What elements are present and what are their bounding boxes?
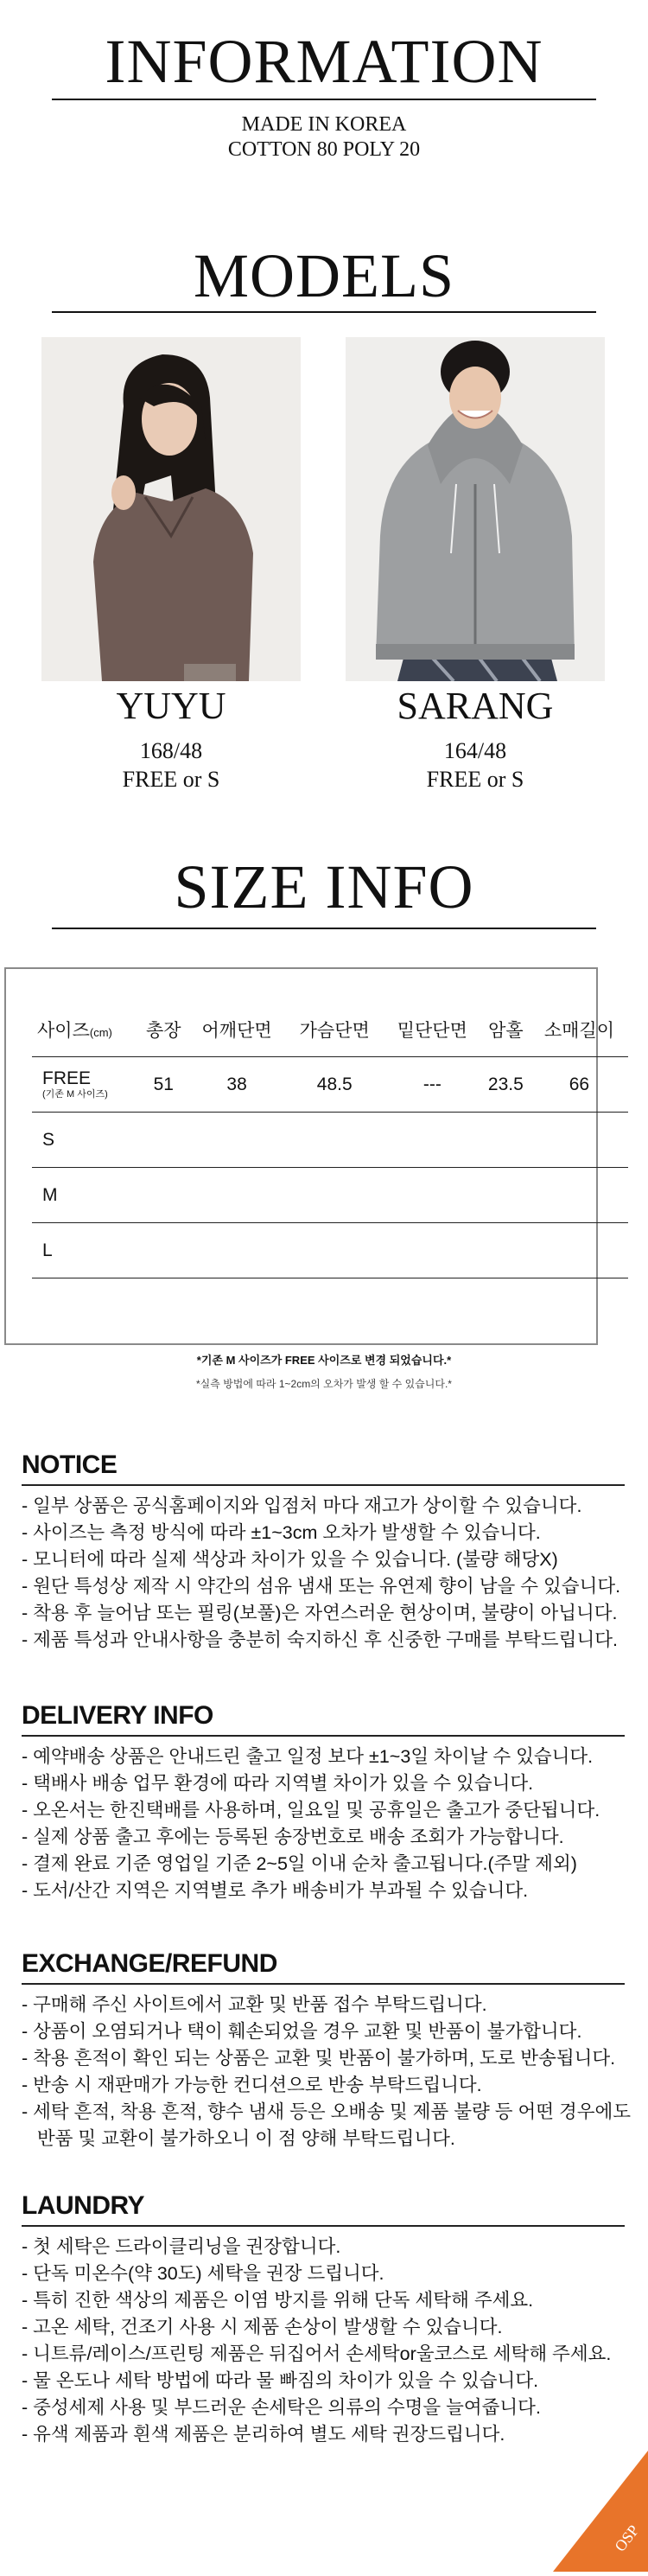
list-item: - 예약배송 상품은 안내드린 출고 일정 보다 ±1~3일 차이날 수 있습니다. — [22, 1746, 594, 1767]
size-label: FREE (기존 M 사이즈) — [32, 1057, 139, 1113]
size-note-measure: *실측 방법에 따라 1~2cm의 오차가 발생 할 수 있습니다.* — [196, 1378, 452, 1390]
size-cell: 51 — [139, 1057, 188, 1113]
size-table-header-row — [32, 1002, 628, 1057]
corner-logo — [553, 2451, 648, 2572]
size-header-chest: 가슴단면 — [299, 1020, 370, 1041]
exchange-rule — [22, 1983, 625, 1985]
list-item: - 착용 흔적이 확인 되는 상품은 교환 및 반품이 불가하며, 도로 반송됩니다. — [22, 2048, 616, 2069]
list-item: - 구매해 주신 사이트에서 교환 및 반품 접수 부탁드립니다. — [22, 1994, 487, 2015]
list-item: - 중성세제 사용 및 부드러운 손세탁은 의류의 수명을 늘여줍니다. — [22, 2397, 541, 2418]
list-item: - 오온서는 한진택배를 사용하며, 일요일 및 공휴일은 출고가 중단됩니다. — [22, 1800, 600, 1820]
exchange-title: EXCHANGE/REFUND — [22, 1949, 277, 1978]
notice-title: NOTICE — [22, 1451, 118, 1479]
size-table — [32, 1002, 628, 1278]
size-label: S — [32, 1113, 139, 1168]
notice-rule — [22, 1484, 625, 1486]
list-item: - 특히 진한 색상의 제품은 이염 방지를 위해 단독 세탁해 주세요. — [22, 2290, 534, 2311]
size-cell: 23.5 — [481, 1057, 530, 1113]
list-item: - 물 온도나 세탁 방법에 따라 물 빠짐의 차이가 있을 수 있습니다. — [22, 2370, 539, 2391]
model-name-yuyu: YUYU — [116, 685, 226, 727]
model-name-sarang: SARANG — [397, 685, 554, 727]
list-item: 반품 및 교환이 불가하오니 이 점 양해 부탁드립니다. — [22, 2128, 455, 2149]
size-header-size: 사이즈(cm) — [37, 1020, 112, 1041]
list-item: - 단독 미온수(약 30도) 세탁을 권장 드립니다. — [22, 2263, 384, 2284]
size-info-title: SIZE INFO — [174, 852, 474, 921]
list-item: - 실제 상품 출고 후에는 등록된 송장번호로 배송 조회가 가능합니다. — [22, 1827, 564, 1847]
information-title: INFORMATION — [105, 27, 543, 96]
list-item: - 첫 세탁은 드라이클리닝을 권장합니다. — [22, 2236, 341, 2257]
list-item: - 원단 특성상 제작 시 약간의 섬유 냄새 또는 유연제 향이 남을 수 있습니다. — [22, 1576, 621, 1597]
size-info-rule — [52, 928, 596, 929]
list-item: - 모니터에 따라 실제 색상과 차이가 있을 수 있습니다. (불량 해당X) — [22, 1549, 558, 1570]
list-item: - 세탁 흔적, 착용 흔적, 향수 냄새 등은 오배송 및 제품 불량 등 어떤 경우에도 — [22, 2101, 632, 2122]
size-header-armhole: 암홀 — [488, 1020, 524, 1041]
notice-list — [22, 1493, 635, 1654]
list-item: - 반송 시 재판매가 가능한 컨디션으로 반송 부탁드립니다. — [22, 2075, 482, 2095]
model-card-sarang — [346, 337, 605, 794]
exchange-list — [22, 1992, 635, 2152]
list-item: - 제품 특성과 안내사항을 충분히 숙지하신 후 신중한 구매를 부탁드립니다. — [22, 1629, 618, 1650]
size-cell: 66 — [530, 1057, 628, 1113]
table-row — [32, 1113, 628, 1168]
size-table-box — [4, 967, 614, 1345]
svg-text:OSP: OSP — [611, 2522, 643, 2555]
model-photo-sarang — [346, 337, 605, 681]
size-cell: --- — [384, 1057, 481, 1113]
size-header-shoulder: 어깨단면 — [201, 1020, 272, 1041]
list-item: - 니트류/레이스/프린팅 제품은 뒤집어서 손세탁or울코스로 세탁해 주세요. — [22, 2343, 612, 2364]
models-rule — [52, 311, 596, 313]
information-rule — [52, 99, 596, 100]
table-row — [32, 1168, 628, 1223]
model-photo-yuyu — [41, 337, 301, 681]
delivery-title: DELIVERY INFO — [22, 1701, 213, 1730]
delivery-rule — [22, 1735, 625, 1737]
list-item: - 사이즈는 측정 방식에 따라 ±1~3cm 오차가 발생할 수 있습니다. — [22, 1522, 541, 1543]
information-lines — [0, 112, 648, 163]
table-row — [32, 1223, 628, 1278]
list-item: - 도서/산간 지역은 지역별로 추가 배송비가 부과될 수 있습니다. — [22, 1880, 529, 1901]
list-item: - 일부 상품은 공식홈페이지와 입점처 마다 재고가 상이할 수 있습니다. — [22, 1495, 582, 1516]
laundry-list — [22, 2234, 635, 2448]
size-cell: 38 — [188, 1057, 286, 1113]
list-item: - 택배사 배송 업무 환경에 따라 지역별 차이가 있을 수 있습니다. — [22, 1773, 534, 1794]
list-item: - 유색 제품과 흰색 제품은 분리하여 별도 세탁 권장드립니다. — [22, 2424, 505, 2445]
table-row — [32, 1057, 628, 1113]
delivery-list — [22, 1744, 635, 1904]
size-label: L — [32, 1223, 139, 1278]
info-line-origin: MADE IN KOREA — [241, 113, 407, 136]
size-header-sleeve: 소매길이 — [543, 1020, 614, 1041]
list-item: - 결제 완료 기준 영업일 기준 2~5일 이내 순차 출고됩니다.(주말 제외) — [22, 1853, 577, 1874]
size-header-length: 총장 — [145, 1020, 181, 1041]
model-fit-sarang: FREE or S — [426, 767, 524, 792]
size-note-free: *기존 M 사이즈가 FREE 사이즈로 변경 되었습니다.* — [196, 1354, 452, 1367]
list-item: - 착용 후 늘어남 또는 필링(보풀)은 자연스러운 현상이며, 불량이 아닙니다. — [22, 1603, 618, 1623]
list-item: - 고온 세탁, 건조기 사용 시 제품 손상이 발생할 수 있습니다. — [22, 2317, 503, 2337]
laundry-rule — [22, 2225, 625, 2227]
model-fit-yuyu: FREE or S — [122, 767, 220, 792]
list-item: - 상품이 오염되거나 택이 훼손되었을 경우 교환 및 반품이 불가합니다. — [22, 2021, 582, 2042]
laundry-title: LAUNDRY — [22, 2191, 145, 2220]
size-label: M — [32, 1168, 139, 1223]
info-line-fabric: COTTON 80 POLY 20 — [227, 138, 421, 161]
model-card-yuyu — [41, 337, 301, 794]
models-title: MODELS — [193, 241, 454, 310]
model-size-sarang: 164/48 — [443, 738, 507, 763]
size-header-hem: 밑단단면 — [397, 1020, 467, 1041]
size-cell: 48.5 — [286, 1057, 384, 1113]
model-size-yuyu: 168/48 — [139, 738, 203, 763]
